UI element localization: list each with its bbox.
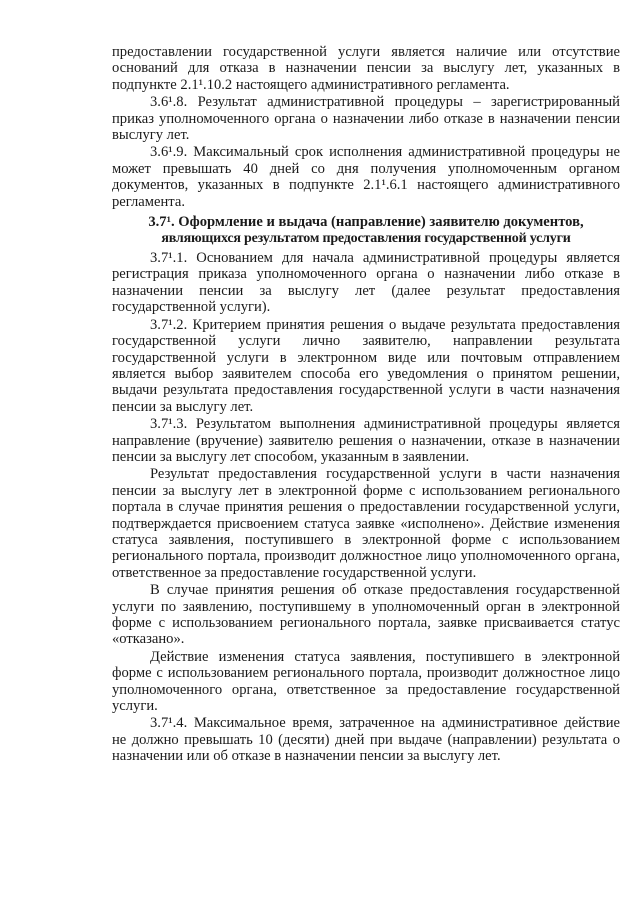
paragraph-status-change: Действие изменения статуса заявления, поступившего в электронной форме с использованием регионального портала, производит должностное лицо уполномоченного органа, ответственное за предоставление государственной услуги. (112, 648, 620, 715)
section-heading-line2: являющихся результатом предоставления государственной услуги (161, 230, 571, 246)
paragraph-3-7-1-1: 3.7¹.1. Основанием для начала административной процедуры является регистрация приказа уполномоченного органа о назначении либо отказе в назначении пенсии за выслугу лет (далее результат предоставления государственной услуги). (112, 250, 620, 316)
paragraph-3-6-1-9: 3.6¹.9. Максимальный срок исполнения административной процедуры не может превышать 40 дней со дня получения уполномоченным органом документов, указанных в подпункте 2.1¹.6.1 настоящего административного регламента. (112, 144, 620, 210)
paragraph-3-6-1-8: 3.6¹.8. Результат административной процедуры – зарегистрированный приказ уполномоченного органа о назначении либо отказе в назначении пенсии выслугу лет. (112, 94, 620, 144)
document-page (112, 44, 620, 766)
paragraph-3-7-1-2: 3.7¹.2. Критерием принятия решения о выдаче результата предоставления государственной услуги лично заявителю, направлении результата государственной услуги в электронном виде или почтовым отправлением является выбор заявителем способа его уведомления о принятом решении, выдачи результата предоставления государственной услуги в части назначения пенсии за выслугу лет. (112, 316, 620, 415)
paragraph-continuation: предоставлении государственной услуги является наличие или отсутствие оснований для отказа в назначении пенсии за выслугу лет, указанных в подпункте 2.1¹.10.2 настоящего административного регламента. (112, 44, 620, 93)
paragraph-refusal-status: В случае принятия решения об отказе предоставления государственной услуги по заявлению, поступившему в уполномоченный орган в электронной форме с использованием регионального портала, заявке присваивается статус «отказано». (112, 582, 620, 648)
paragraph-3-7-1-4: 3.7¹.4. Максимальное время, затраченное на административное действие не должно превышать 10 (десяти) дней при выдаче (направлении) результата о назначении или об отказе в назначении пенсии за выслугу лет. (112, 715, 620, 765)
section-heading-line1: 3.7¹. Оформление и выдача (направление) заявителю документов, (148, 214, 584, 231)
section-heading-3-7-1 (112, 215, 620, 246)
paragraph-3-7-1-3: 3.7¹.3. Результатом выполнения административной процедуры является направление (вручение) заявителю решения о назначении, отказе в назначении пенсии за выслугу лет способом, указанным в заявлении. (112, 416, 620, 465)
paragraph-result-electronic: Результат предоставления государственной услуги в части назначения пенсии за выслугу лет в электронной форме с использованием регионального портала в случае принятия решения о предоставлении государственной услуги, подтверждается присвоением статуса заявке «исполнено». Действие изменения статуса заявления, поступившего в электронной форме с использованием регионального портала, производит должностное лицо уполномоченного органа, ответственное за предоставление государственной услуги. (112, 466, 620, 581)
